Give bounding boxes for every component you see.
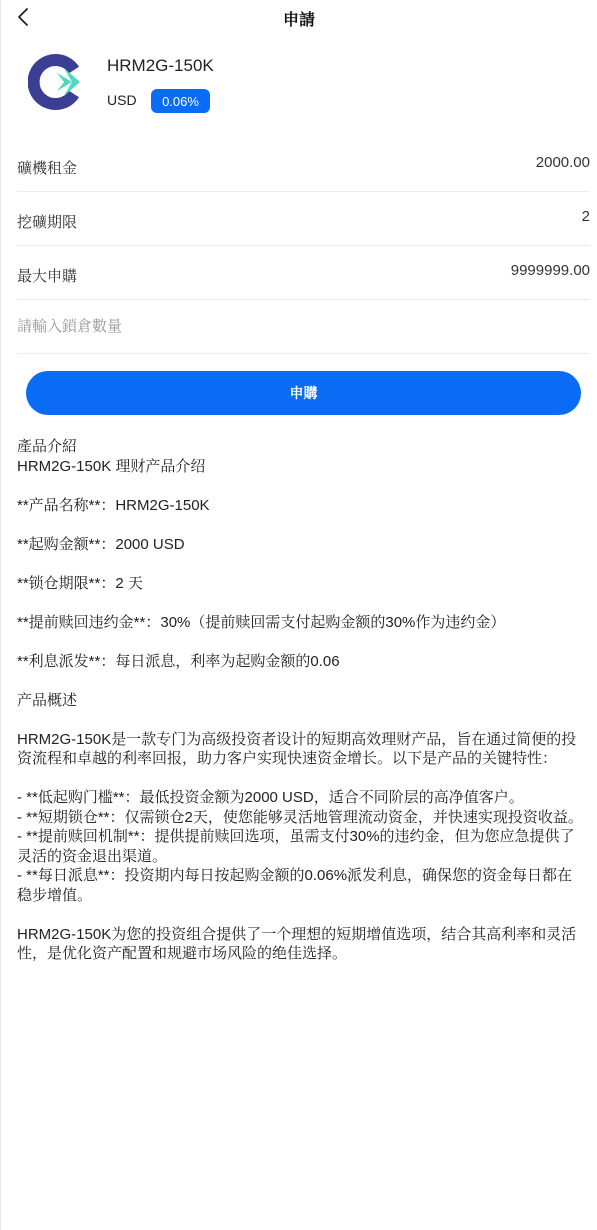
feature-item: - **低起购门槛**：最低投资金额为2000 USD，适合不同阶层的高净值客户。 [17,789,524,806]
detail-row-max [17,246,590,300]
detail-label: 礦機租金 [17,160,78,177]
description-item: **利息派发**：每日派息，利率为起购金额的0.06 [17,652,340,670]
overview-title: 产品概述 [17,691,78,709]
overview-text: HRM2G-150K是一款专门为高级投资者设计的短期高效理财产品，旨在通过简便的投资流程和卓越的利率回报，助力客户实现快速资金增长。以下是产品的关键特性： [17,730,577,767]
detail-value: 2 [581,208,590,225]
description-heading: 產品介紹 [17,438,78,455]
top-bar [1,0,597,36]
currency-label: USD [107,92,137,108]
product-logo [28,54,84,110]
detail-label: 最大申購 [17,268,78,285]
subscribe-button[interactable]: 申購 [26,371,581,415]
description-item: **产品名称**：HRM2G-150K [17,496,210,514]
description-item: **起购金额**：2000 USD [17,535,185,553]
feature-item: - **提前赎回机制**：提供提前赎回选项，虽需支付30%的违约金，但为您应急提供了灵活的资金退出渠道。 [17,828,575,865]
description-subtitle: HRM2G-150K 理财产品介绍 [17,457,206,475]
description-item: **锁仓期限**：2 天 [17,574,143,592]
feature-item: - **每日派息**：投资期内每日按起购金额的0.06%派发利息，确保您的资金每日都在稳步增值。 [17,867,573,904]
detail-row-term [17,192,590,246]
detail-value: 9999999.00 [510,262,590,279]
detail-row-rent [17,138,590,192]
page-title: 申請 [282,12,315,29]
details-list [17,138,590,354]
feature-item: - **短期锁仓**：仅需锁仓2天，使您能够灵活地管理流动资金，并快速实现投资收益。 [17,808,583,826]
product-description [17,437,585,964]
product-name: HRM2G-150K [107,56,214,75]
description-item: **提前赎回违约金**：30%（提前赎回需支付起购金额的30%作为违约金） [17,613,506,631]
rate-badge: 0.06% [151,89,210,113]
detail-label: 挖礦期限 [17,214,78,231]
conclusion-text: HRM2G-150K为您的投资组合提供了一个理想的短期增值选项，结合其高利率和灵活性，是优化资产配置和规避市场风险的绝佳选择。 [17,925,577,962]
amount-input-row [17,300,590,354]
amount-input[interactable] [17,314,577,338]
detail-value: 2000.00 [535,154,590,171]
